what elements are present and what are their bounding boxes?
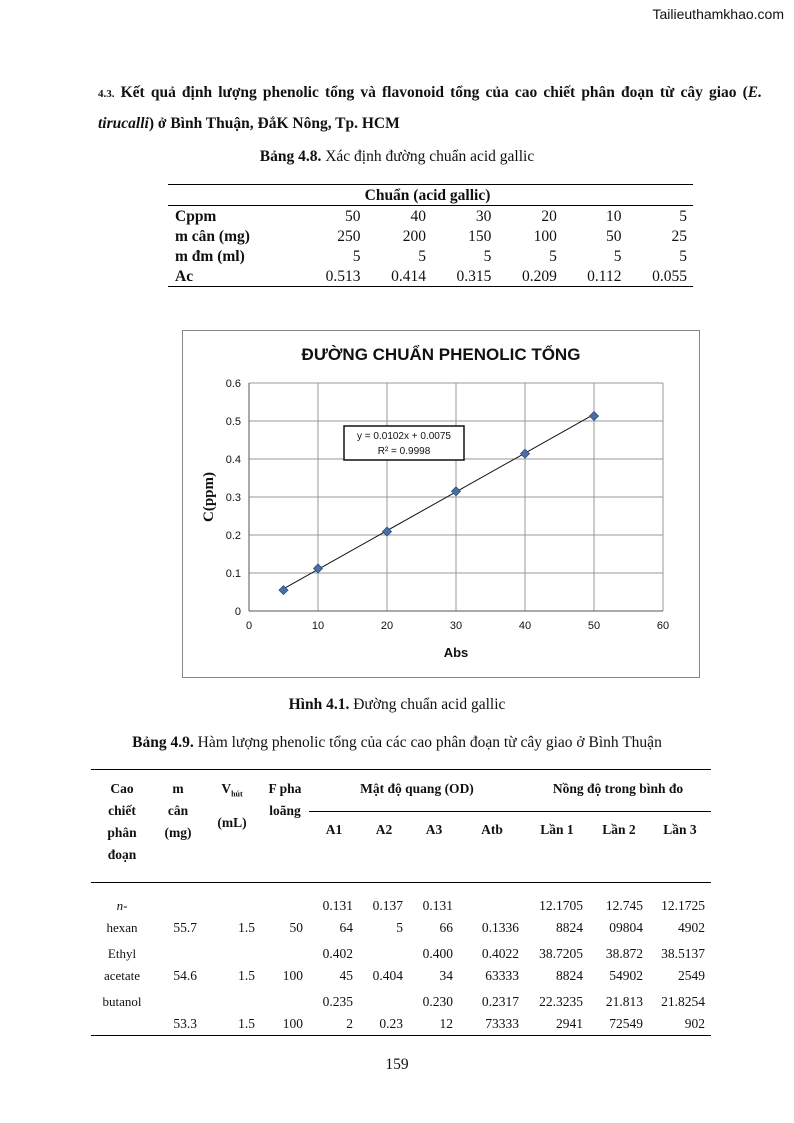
col-v-label: V xyxy=(221,781,232,796)
cell-f-value: 50 xyxy=(289,920,303,935)
calibration-row-label: Ac xyxy=(175,267,194,285)
cell-f-value: 100 xyxy=(282,968,303,983)
col-f xyxy=(261,770,309,883)
heading-part1: Kết quả định lượng phenolic tổng và flavonoid tổng của cao chiết phân đoạn từ cây giao ( xyxy=(120,84,748,101)
figure41-label: Hình 4.1. xyxy=(288,696,350,713)
cell-line: 0.131 xyxy=(422,898,453,913)
table48-caption-label: Bảng 4.8. xyxy=(259,148,322,165)
cell-line: 63333 xyxy=(485,968,519,983)
y-tick-label: 0.4 xyxy=(225,454,241,466)
cell-line: 0.1336 xyxy=(481,920,519,935)
cell-l1 xyxy=(525,939,589,987)
cell-line: 09804 xyxy=(609,920,643,935)
cell-line: 0.235 xyxy=(322,994,353,1009)
y-tick-label: 0.5 xyxy=(225,416,241,428)
row-name-line: butanol xyxy=(102,994,142,1009)
x-tick-label: 40 xyxy=(518,620,532,632)
row-name-line: n- xyxy=(116,898,128,913)
cell-line: 12.1725 xyxy=(661,898,705,913)
y-tick-label: 0.3 xyxy=(225,492,241,504)
cell-line: 38.5137 xyxy=(661,946,705,961)
cell-line: 38.872 xyxy=(605,946,643,961)
cell-atb xyxy=(459,939,525,987)
calibration-cell: 0.513 xyxy=(325,267,361,285)
subheader-cell: Atb xyxy=(481,821,503,837)
cell-atb xyxy=(459,987,525,1036)
cell-line xyxy=(459,895,519,917)
cell-l2 xyxy=(589,987,649,1036)
section-heading xyxy=(98,78,762,139)
cell-line: 72549 xyxy=(609,1016,643,1031)
figure41-text: Đường chuẩn acid gallic xyxy=(353,696,506,713)
col-cao-l1: Cao xyxy=(110,781,134,796)
x-tick-label: 60 xyxy=(656,620,670,632)
cell-line: 2549 xyxy=(678,968,705,983)
data-point xyxy=(521,449,530,458)
cell-line: 0.4022 xyxy=(481,946,519,961)
table48-caption-text: Xác định đường chuẩn acid gallic xyxy=(325,148,535,165)
table-row xyxy=(91,987,711,1036)
cell-line: 5 xyxy=(396,920,403,935)
cell-line: 0.400 xyxy=(422,946,453,961)
cell-line: 12.745 xyxy=(605,898,643,913)
calibration-cell: 5 xyxy=(679,207,687,225)
cell-v-value: 1.5 xyxy=(238,968,255,983)
row-name xyxy=(91,939,153,987)
col-v-unit: (mL) xyxy=(217,814,247,830)
cell-a2 xyxy=(359,883,409,940)
cell-line: 2 xyxy=(346,1016,353,1031)
x-tick-label: 20 xyxy=(380,620,394,632)
cell-l3 xyxy=(649,939,711,987)
col-m-l1: m xyxy=(172,781,184,796)
cell-a2 xyxy=(359,987,409,1036)
calibration-cell: 10 xyxy=(605,207,622,225)
x-tick-label: 0 xyxy=(245,620,253,632)
y-axis-label: C(ppm) xyxy=(201,471,217,523)
cell-atb xyxy=(459,883,525,940)
phenolic-table xyxy=(91,769,711,1036)
subheader-cell: Lần 1 xyxy=(540,821,574,837)
figure41-caption xyxy=(0,696,794,714)
cell-line: 0.131 xyxy=(322,898,353,913)
row-name-line: acetate xyxy=(103,968,141,983)
data-point xyxy=(590,412,599,421)
cell-line: 22.3235 xyxy=(539,994,583,1009)
calibration-row xyxy=(168,206,693,227)
cell-line: 12.1705 xyxy=(539,898,583,913)
cell-a1 xyxy=(309,987,359,1036)
cell-line: 54902 xyxy=(609,968,643,983)
cell-line: 0.404 xyxy=(372,968,403,983)
col-m-l2: cân xyxy=(167,803,189,818)
y-tick-label: 0.6 xyxy=(225,378,241,390)
cell-line: 73333 xyxy=(485,1016,519,1031)
calibration-row-label: m đm (ml) xyxy=(175,247,245,265)
calibration-cell: 5 xyxy=(613,247,622,265)
cell-line: 0.230 xyxy=(422,994,453,1009)
cell-line: 45 xyxy=(339,968,353,983)
calibration-cell: 5 xyxy=(679,247,687,265)
cell-line: 8824 xyxy=(556,968,583,983)
col-conc: Nồng độ trong bình đo xyxy=(525,770,711,812)
table-row xyxy=(91,883,711,940)
table-row xyxy=(91,939,711,987)
cell-m xyxy=(153,883,203,940)
row-name xyxy=(91,883,153,940)
cell-line: 21.8254 xyxy=(661,994,705,1009)
cell-line: 66 xyxy=(439,920,453,935)
cell-v xyxy=(203,883,261,940)
row-name-line: hexan xyxy=(106,920,138,935)
cell-line: 21.813 xyxy=(605,994,643,1009)
calibration-cell: 50 xyxy=(605,227,622,245)
cell-f xyxy=(261,939,309,987)
col-cao-l4: đoạn xyxy=(107,847,137,862)
chart-title: ĐƯỜNG CHUẨN PHENOLIC TỔNG xyxy=(301,345,581,364)
col-od: Mật độ quang (OD) xyxy=(309,770,525,812)
x-tick-label: 10 xyxy=(311,620,325,632)
calibration-cell: 250 xyxy=(337,227,361,245)
calibration-cell: 0.055 xyxy=(652,267,687,285)
cell-line: 12 xyxy=(439,1016,453,1031)
table49-caption xyxy=(0,734,794,752)
col-cao-l2: chiết xyxy=(108,803,136,818)
cell-l2 xyxy=(589,939,649,987)
col-v xyxy=(203,770,261,883)
calibration-cell: 0.414 xyxy=(391,267,426,285)
cell-l1 xyxy=(525,987,589,1036)
cell-a2 xyxy=(359,939,409,987)
cell-a3 xyxy=(409,987,459,1036)
table49-caption-text: Hàm lượng phenolic tổng của các cao phân đoạn từ cây giao ở Bình Thuận xyxy=(197,734,662,751)
calibration-cell: 0.315 xyxy=(456,267,492,285)
cell-line: 0.402 xyxy=(322,946,353,961)
cell-m-value: 53.3 xyxy=(173,1016,197,1031)
calibration-cell: 30 xyxy=(475,207,492,225)
table48-caption xyxy=(0,148,794,166)
subheader-cell: A1 xyxy=(325,821,343,837)
calibration-cell: 5 xyxy=(549,247,557,265)
cell-v-value: 1.5 xyxy=(238,1016,255,1031)
calibration-cell: 100 xyxy=(533,227,557,245)
cell-m xyxy=(153,939,203,987)
cell-f-value: 100 xyxy=(282,1016,303,1031)
cell-a3 xyxy=(409,883,459,940)
heading-part2: ) ở Bình Thuận, ĐắK Nông, Tp. HCM xyxy=(148,115,400,132)
calibration-cell: 20 xyxy=(541,207,557,225)
calibration-cell: 5 xyxy=(418,247,426,265)
calibration-cell: 0.209 xyxy=(522,267,557,285)
subheader-cell: Lần 3 xyxy=(663,821,697,837)
cell-v-value: 1.5 xyxy=(238,920,255,935)
calibration-cell: 0.112 xyxy=(587,267,622,285)
cell-a1 xyxy=(309,939,359,987)
subheader-cell: A3 xyxy=(425,821,443,837)
species-name: E. tirucalli xyxy=(98,84,763,132)
col-f-l2: loãng xyxy=(269,803,301,818)
cell-m-value: 54.6 xyxy=(173,968,197,983)
y-tick-label: 0.2 xyxy=(225,530,241,542)
page-number: 159 xyxy=(385,1056,409,1073)
calibration-table-header: Chuẩn (acid gallic) xyxy=(168,185,693,206)
cell-line: 38.7205 xyxy=(539,946,583,961)
calibration-row-label: Cppm xyxy=(175,207,217,225)
watermark: Tailieuthamkhao.com xyxy=(652,6,784,22)
row-name xyxy=(91,987,153,1036)
cell-line: 2941 xyxy=(556,1016,583,1031)
cell-line: 0.2317 xyxy=(481,994,519,1009)
cell-v xyxy=(203,987,261,1036)
cell-l3 xyxy=(649,883,711,940)
subheader-cell: A2 xyxy=(375,821,393,837)
col-f-l1: F pha xyxy=(268,781,302,796)
chart-svg xyxy=(183,331,699,677)
calibration-row-label: m cân (mg) xyxy=(175,227,250,245)
cell-a3 xyxy=(409,939,459,987)
x-tick-label: 30 xyxy=(449,620,463,632)
cell-f xyxy=(261,987,309,1036)
y-tick-label: 0 xyxy=(234,606,241,618)
calibration-row xyxy=(168,266,693,287)
calibration-chart xyxy=(182,330,700,678)
cell-l1 xyxy=(525,883,589,940)
cell-line: 8824 xyxy=(556,920,583,935)
calibration-row xyxy=(168,226,693,246)
x-tick-label: 50 xyxy=(587,620,601,632)
calibration-cell: 200 xyxy=(402,227,426,245)
calibration-cell: 40 xyxy=(410,207,426,225)
data-point xyxy=(452,487,461,496)
subheader-cell: Lần 2 xyxy=(602,821,636,837)
calibration-cell: 5 xyxy=(352,247,361,265)
section-number: 4.3. xyxy=(98,88,115,100)
calibration-cell: 5 xyxy=(483,247,492,265)
cell-line: 4902 xyxy=(678,920,705,935)
col-cao xyxy=(91,770,153,883)
cell-line: 64 xyxy=(339,920,353,935)
cell-line: 34 xyxy=(439,968,453,983)
col-cao-l3: phân xyxy=(107,825,137,840)
cell-line: 0.137 xyxy=(372,898,403,913)
calibration-cell: 25 xyxy=(671,227,687,245)
cell-line: 0.23 xyxy=(379,1016,403,1031)
cell-line xyxy=(359,991,403,1013)
calibration-table xyxy=(168,184,693,287)
x-axis-label: Abs xyxy=(443,645,469,660)
table49-caption-label: Bảng 4.9. xyxy=(132,734,194,751)
row-name-line: Ethyl xyxy=(107,946,137,961)
col-m xyxy=(153,770,203,883)
cell-m-value: 55.7 xyxy=(173,920,197,935)
calibration-cell: 150 xyxy=(468,227,492,245)
col-m-l3: (mg) xyxy=(164,825,192,840)
cell-f xyxy=(261,883,309,940)
cell-l2 xyxy=(589,883,649,940)
cell-line: 902 xyxy=(684,1016,705,1031)
equation-text: y = 0.0102x + 0.0075 xyxy=(357,431,451,442)
calibration-cell: 50 xyxy=(344,207,361,225)
r2-text: R² = 0.9998 xyxy=(377,446,431,457)
cell-a1 xyxy=(309,883,359,940)
cell-m xyxy=(153,987,203,1036)
calibration-row xyxy=(168,246,693,266)
cell-l3 xyxy=(649,987,711,1036)
cell-v xyxy=(203,939,261,987)
col-v-sub: hút xyxy=(231,789,243,799)
y-tick-label: 0.1 xyxy=(225,568,241,580)
cell-line xyxy=(359,943,403,965)
